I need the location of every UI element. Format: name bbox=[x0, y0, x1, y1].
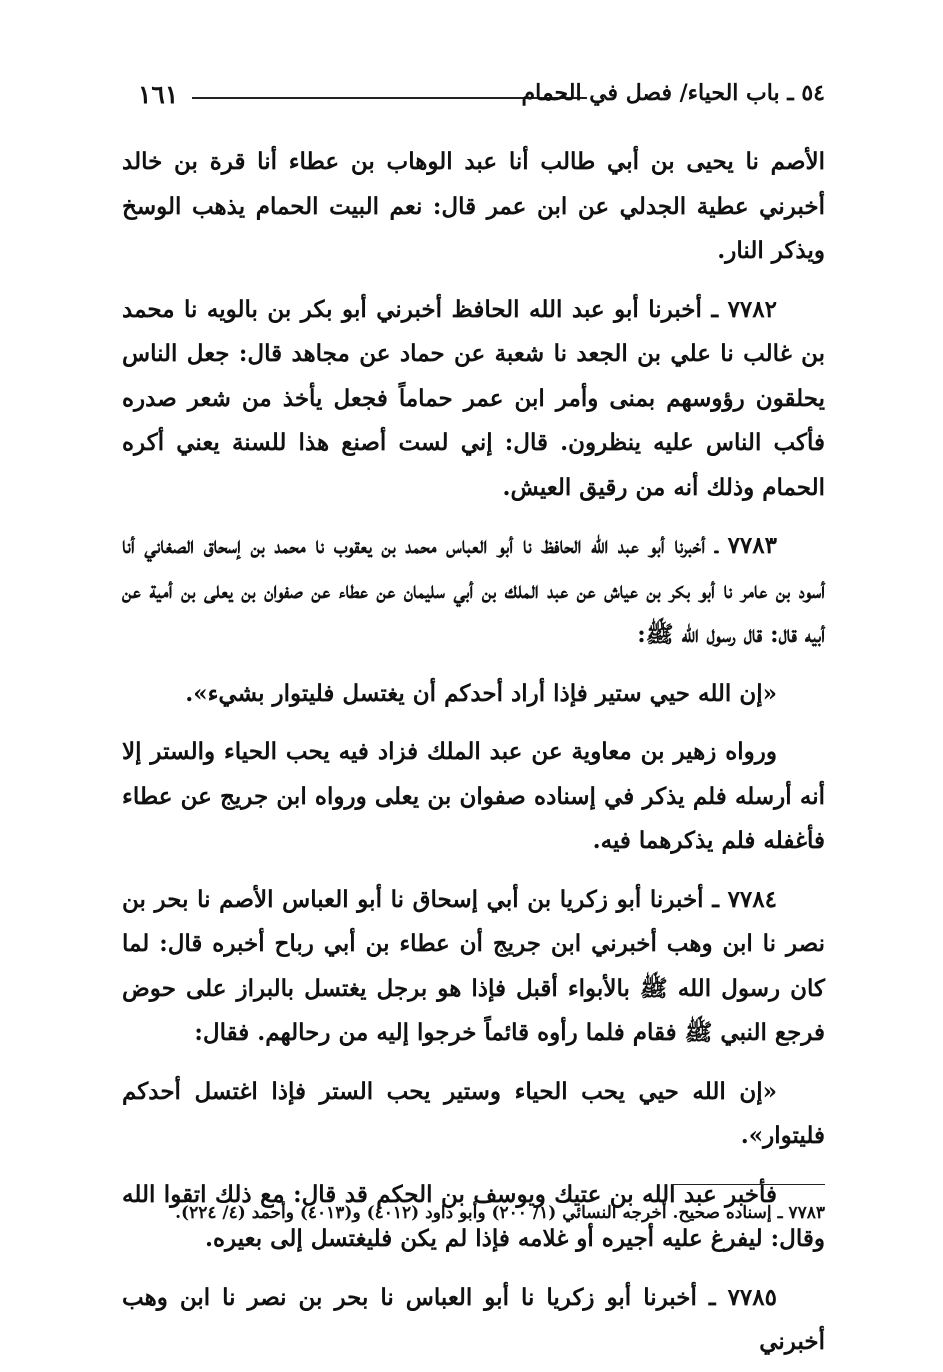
chapter-title: ٥٤ ـ باب الحياء/ فصل في الحمام bbox=[521, 80, 825, 106]
hadith-quote-1: «إن الله حيي ستير فإذا أراد أحدكم أن يغتسل فليتوار بشيء». bbox=[185, 679, 777, 707]
paragraph-addition: فأخبر عبد الله بن عتيك ويوسف بن الحكم قد قال: مع ذلك اتقوا الله وقال: ليفرغ عليه أجيره أو غلامه فإذا لم يكن فليغتسل إلى بعيره. bbox=[122, 1180, 825, 1252]
page-number: ١٦١ bbox=[138, 80, 179, 109]
hadith-7782: ٧٧٨٢ ـ أخبرنا أبو عبد الله الحافظ أخبرني أبو بكر بن بالويه نا محمد بن غالب نا علي بن الجعد نا شعبة عن حماد عن مجاهد قال: جعل الناس يحلقون رؤوسهم بمنى وأمر ابن عمر حماماً فجعل يأخذ من شعر صدره فأكب الناس عليه ينظرون. قال: إني لست أصنع هذا للسنة يعني أكره الحمام وذلك أنه من رقيق العيش. bbox=[122, 295, 825, 501]
hadith-7785: ٧٧٨٥ ـ أخبرنا أبو زكريا نا أبو العباس نا بحر بن نصر نا ابن وهب أخبرني bbox=[122, 1283, 825, 1355]
hadith-7783: ٧٧٨٣ ـ أخبرنا أبو عبد الله الحافظ نا أبو العباس محمد بن يعقوب نا محمد بن إسحاق الصغاني أنا أسود بن عامر نا أبو بكر بن عياش عن عبد الملك بن أبي سليمان عن عطاء عن صفوان بن يعلى بن أمية عن أبيه قال: قال رسول الله ﷺ: bbox=[122, 532, 825, 648]
footnote-7783: ٧٧٨٣ ـ إسناده صحيح. أخرجه النسائي (١/ ٢٠٠) وأبو داود (٤٠١٢) و(٤٠١٣) وأحمد (٤/ ٢٢٤). bbox=[175, 1203, 825, 1223]
main-text bbox=[122, 140, 825, 1365]
footnote-separator bbox=[673, 1184, 825, 1185]
page-header bbox=[130, 76, 825, 112]
paragraph-riwayah-note: ورواه زهير بن معاوية عن عبد الملك فزاد فيه يحب الحياء والستر إلا أنه أرسله فلم يذكر في إسناده صفوان بن يعلى ورواه ابن جريج عن عطاء فأغفله فلم يذكرهما فيه. bbox=[122, 738, 825, 854]
hadith-7784: ٧٧٨٤ ـ أخبرنا أبو زكريا بن أبي إسحاق نا أبو العباس الأصم نا بحر بن نصر نا ابن وهب أخبرني ابن جريج أن عطاء بن أبي رباح أخبره قال: لما كان رسول الله ﷺ بالأبواء أقبل فإذا هو برجل يغتسل بالبراز على حوض فرجع النبي ﷺ فقام فلما رأوه قائماً خرجوا إليه من رحالهم. فقال: bbox=[122, 885, 825, 1046]
footnote bbox=[122, 1196, 825, 1230]
hadith-quote-2: «إن الله حيي يحب الحياء وستير يحب الستر فإذا اغتسل أحدكم فليتوار». bbox=[122, 1077, 825, 1149]
paragraph-continuation: الأصم نا يحيى بن أبي طالب أنا عبد الوهاب بن عطاء أنا قرة بن خالد أخبرني عطية الجدلي عن ابن عمر قال: نعم البيت الحمام يذهب الوسخ ويذكر النار. bbox=[122, 148, 825, 264]
